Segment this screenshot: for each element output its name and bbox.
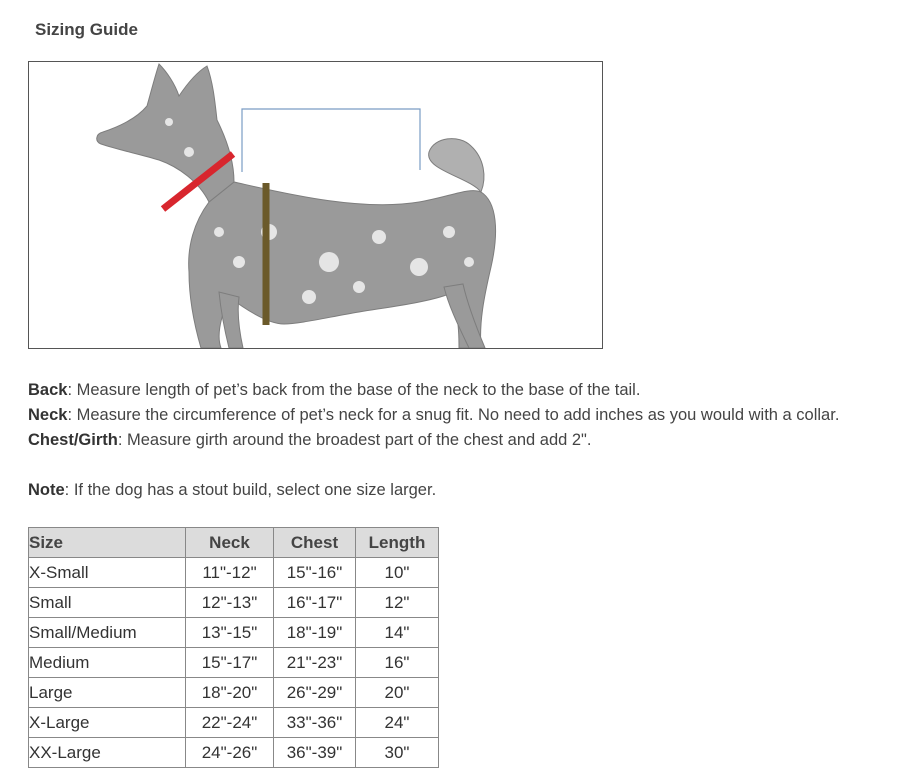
dog-illustration — [29, 62, 602, 348]
cell-length: 20" — [356, 678, 439, 708]
cell-length: 30" — [356, 738, 439, 768]
note-text: : If the dog has a stout build, select one size larger. — [64, 481, 437, 499]
header-neck: Neck — [186, 528, 274, 558]
cell-chest: 16"-17" — [274, 588, 356, 618]
table-row — [29, 738, 439, 768]
cell-chest: 36"-39" — [274, 738, 356, 768]
back-label: Back — [28, 381, 68, 399]
cell-size: X-Small — [29, 558, 186, 588]
dog-measurement-figure — [28, 61, 603, 349]
cell-length: 16" — [356, 648, 439, 678]
header-chest: Chest — [274, 528, 356, 558]
cell-chest: 26"-29" — [274, 678, 356, 708]
cell-size: Small/Medium — [29, 618, 186, 648]
cell-size: Medium — [29, 648, 186, 678]
header-length: Length — [356, 528, 439, 558]
cell-chest: 15"-16" — [274, 558, 356, 588]
chest-label: Chest/Girth — [28, 431, 118, 449]
cell-length: 10" — [356, 558, 439, 588]
cell-chest: 18"-19" — [274, 618, 356, 648]
table-row — [29, 708, 439, 738]
cell-neck: 22"-24" — [186, 708, 274, 738]
note-instruction — [28, 480, 436, 500]
cell-neck: 24"-26" — [186, 738, 274, 768]
table-row — [29, 648, 439, 678]
neck-instruction — [28, 405, 839, 425]
cell-size: X-Large — [29, 708, 186, 738]
chest-instruction — [28, 430, 592, 450]
table-header-row — [29, 528, 439, 558]
dog-silhouette — [97, 64, 496, 348]
back-measure-line — [242, 109, 420, 172]
table-row — [29, 588, 439, 618]
cell-size: Small — [29, 588, 186, 618]
cell-length: 12" — [356, 588, 439, 618]
cell-length: 14" — [356, 618, 439, 648]
note-label: Note — [28, 481, 65, 499]
back-text: : Measure length of pet’s back from the base of the neck to the base of the tail. — [67, 381, 641, 399]
table-row — [29, 558, 439, 588]
table-row — [29, 618, 439, 648]
neck-label: Neck — [28, 406, 68, 424]
cell-size: Large — [29, 678, 186, 708]
page-title: Sizing Guide — [35, 20, 138, 39]
cell-neck: 12"-13" — [186, 588, 274, 618]
header-size: Size — [29, 528, 186, 558]
cell-neck: 18"-20" — [186, 678, 274, 708]
cell-neck: 13"-15" — [186, 618, 274, 648]
chest-text: : Measure girth around the broadest part of the chest and add 2". — [117, 431, 592, 449]
cell-chest: 33"-36" — [274, 708, 356, 738]
table-row — [29, 678, 439, 708]
cell-chest: 21"-23" — [274, 648, 356, 678]
back-instruction — [28, 380, 640, 400]
cell-size: XX-Large — [29, 738, 186, 768]
neck-text: : Measure the circumference of pet’s neck for a snug fit. No need to add inches as you would with a collar. — [67, 406, 840, 424]
cell-neck: 11"-12" — [186, 558, 274, 588]
cell-neck: 15"-17" — [186, 648, 274, 678]
size-chart-table — [28, 527, 439, 768]
cell-length: 24" — [356, 708, 439, 738]
